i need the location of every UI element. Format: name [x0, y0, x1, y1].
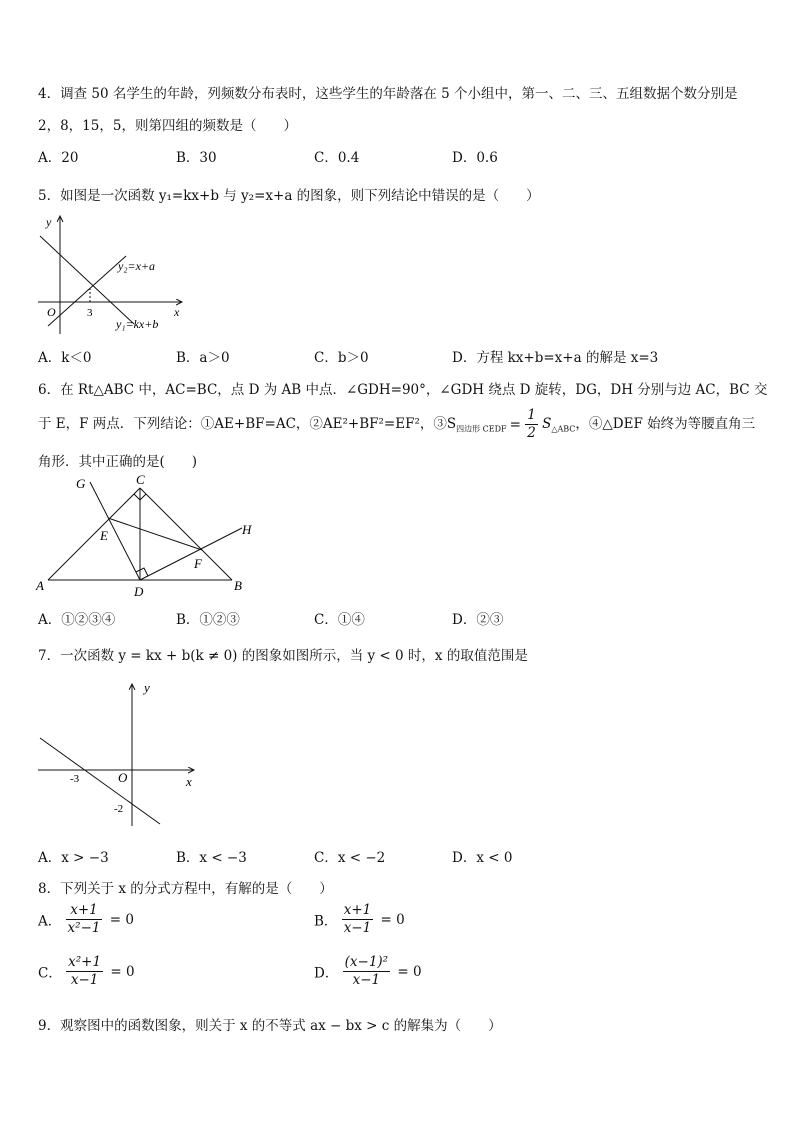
q8-option-b-letter: B．: [314, 913, 338, 930]
q8-option-c-rhs: = 0: [110, 963, 135, 980]
q6-figure: [34, 470, 264, 600]
q7-option-a: A．x > −3: [38, 850, 109, 866]
q8-option-b-rhs: = 0: [380, 911, 405, 928]
q6-option-b: B．①②③: [176, 612, 240, 628]
q8-option-b: [314, 902, 405, 937]
q7-option-b: B．x < −3: [176, 850, 247, 866]
q8-option-a: [38, 902, 134, 937]
q5-option-b: B．a＞0: [176, 350, 230, 366]
q8-option-d: [314, 954, 422, 989]
q7-y-label: y: [144, 680, 150, 695]
q8-option-c-fraction: $\frac{\text{x²+1}}{x-1}$: [68, 954, 102, 988]
q6-ray-dh: [140, 528, 242, 580]
q6-s2: S: [542, 416, 552, 432]
q5-tick-3: 3: [87, 307, 93, 319]
q4-stem-line2: 2，8，15，5，则第四组的频数是（ ）: [38, 118, 297, 134]
q9-stem: 9．观察图中的函数图象，则关于 x 的不等式 ax − bx > c 的解集为（ ）: [38, 1018, 502, 1034]
q4-option-a: A．20: [38, 150, 79, 166]
q6-fraction-half: $\frac{1}{2}$: [527, 407, 536, 441]
q8-option-a-fraction: $\frac{x+1}{\text{x²−1}}$: [67, 902, 101, 936]
q8-option-a-rhs: = 0: [109, 911, 134, 928]
q7-stem: 7．一次函数 y = kx + b(k ≠ 0) 的图象如图所示，当 y < 0 时，x 的取值范围是: [38, 648, 528, 664]
q5-y-label: y: [46, 215, 52, 229]
q6-label-f: F: [194, 556, 202, 571]
q7-x-label: x: [186, 774, 192, 789]
q6-stem-line2: 于 E，F 两点．下列结论：①AE+BF=AC，②AE²+BF²=EF²，$③S_{四边形 CEDF}$ = $\frac{1}{2}$ $S_{\triangle ABC}$，④△DEF 始终为等腰直角三: [38, 407, 756, 441]
q4-option-c: C．0.4: [314, 150, 360, 166]
q7-figure: [34, 676, 204, 836]
q6-option-a: A．①②③④: [38, 612, 116, 628]
q5-stem: 5．如图是一次函数 y₁=kx+b 与 y₂=x+a 的图象，则下列结论中错误的是（ ）: [38, 188, 540, 204]
q8-option-a-letter: A．: [38, 913, 62, 930]
q8-option-d-fraction: $\frac{\text{(x−1)²}}{x-1}$: [344, 954, 389, 988]
q8-stem: 8．下列关于 x 的分式方程中，有解的是（ ）: [38, 881, 333, 897]
q6-label-h: H: [242, 522, 252, 537]
q6-subscript-quad: 四边形 CEDF: [456, 424, 507, 434]
q6-option-c: C．①④: [314, 612, 365, 628]
q7-x-tick: -3: [70, 773, 80, 785]
q8-option-d-letter: D．: [314, 965, 339, 982]
q6-label-c: C: [136, 472, 145, 487]
q5-option-a: A．k＜0: [38, 350, 92, 366]
q7-y-tick: -2: [114, 803, 124, 815]
q8-option-b-fraction: $\frac{x+1}{x-1}$: [343, 902, 372, 936]
q6-stem-line3: 角形．其中正确的是( ): [38, 454, 198, 470]
q7-line: [40, 738, 160, 824]
q6-option-d: D．②③: [452, 612, 504, 628]
q6-side-ac: [48, 488, 140, 580]
q5-line1-label: y₁=kx+b: [116, 317, 159, 331]
q6-label-a: A: [36, 578, 44, 593]
q6-label-d: D: [134, 584, 144, 599]
q5-figure: [34, 212, 194, 338]
q6-label-b: B: [234, 578, 242, 593]
q6-stem-line2-b: ，④△DEF 始终为等腰直角三: [575, 416, 756, 432]
q7-origin: O: [118, 770, 128, 785]
q4-option-d: D．0.6: [452, 150, 498, 166]
q7-option-d: D．x < 0: [452, 850, 513, 866]
q5-option-c: C．b＞0: [314, 350, 369, 366]
q8-option-c: [38, 954, 135, 989]
q6-label-e: E: [100, 528, 108, 543]
q5-line2-label: y₂=x+a: [118, 259, 156, 273]
q6-subscript-abc: △ABC: [551, 424, 576, 434]
q6-stem-line1: 6．在 Rt△ABC 中，AC=BC，点 D 为 AB 中点．∠GDH=90°，∠GDH 绕点 D 旋转，DG，DH 分别与边 AC，BC 交: [38, 382, 768, 398]
q5-origin: O: [47, 305, 56, 319]
q8-option-d-rhs: = 0: [397, 963, 422, 980]
q4-stem-line1: 4．调查 50 名学生的年龄，列频数分布表时，这些学生的年龄落在 5 个小组中，第一、二、三、五组数据个数分别是: [38, 86, 738, 102]
q6-label-g: G: [76, 476, 86, 491]
q5-x-label: x: [174, 305, 180, 319]
q6-stem-line2-a: 于 E，F 两点．下列结论：①AE+BF=AC，②AE²+BF²=EF²，③S: [38, 416, 457, 432]
q8-option-c-letter: C．: [38, 965, 62, 982]
q7-option-c: C．x < −2: [314, 850, 386, 866]
q4-option-b: B．30: [176, 150, 217, 166]
q5-option-d: D．方程 kx+b=x+a 的解是 x=3: [452, 350, 659, 366]
